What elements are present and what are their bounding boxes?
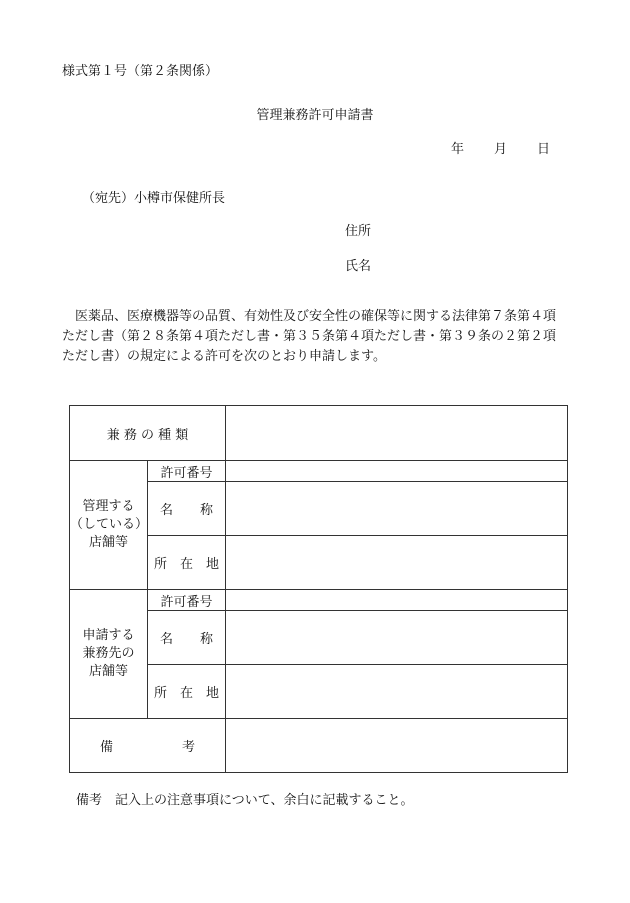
location-char: 地 — [205, 557, 219, 572]
remarks-char: 備 — [100, 740, 114, 755]
remark-note: 備考 記入上の注意事項について、余白に記載すること。 — [76, 793, 414, 808]
location-char: 地 — [205, 686, 219, 701]
type-label: 兼 務 の 種 類 — [70, 406, 226, 461]
location-char: 在 — [179, 557, 193, 572]
location-char: 所 — [154, 686, 168, 701]
applied-store-line: 店舗等 — [88, 664, 128, 679]
applied-location-label — [148, 665, 226, 719]
managed-name-cell[interactable] — [226, 482, 568, 536]
addressee: （宛先）小樽市保健所長 — [82, 191, 226, 206]
managed-store-line: 店舗等 — [88, 535, 128, 550]
applied-name-cell[interactable] — [226, 611, 568, 665]
applied-permit-label: 許可番号 — [148, 590, 226, 611]
location-char: 在 — [179, 686, 193, 701]
managed-store-line: 管理する — [82, 499, 135, 514]
application-body — [62, 307, 572, 367]
type-value-cell[interactable] — [226, 406, 568, 461]
body-line: 医薬品、医療機器等の品質、有効性及び安全性の確保等に関する法律第７条第４項 — [75, 309, 557, 324]
date-year: 年 — [451, 142, 465, 157]
applied-location-cell[interactable] — [226, 665, 568, 719]
applied-store-line: 申請する — [82, 628, 135, 643]
form-number: 様式第１号（第２条関係） — [62, 64, 219, 79]
applied-store-line: 兼務先の — [82, 646, 135, 661]
name-char: 称 — [199, 503, 213, 518]
body-line: ただし書（第２８条第４項ただし書・第３５条第４項ただし書・第３９条の２第２項 — [62, 329, 557, 344]
name-char: 名 — [160, 503, 174, 518]
applied-name-label — [148, 611, 226, 665]
name-char: 称 — [199, 632, 213, 647]
applied-store-label — [70, 590, 148, 719]
managed-location-cell[interactable] — [226, 536, 568, 590]
managed-permit-cell[interactable] — [226, 461, 568, 482]
name-char: 名 — [160, 632, 174, 647]
remarks-cell[interactable] — [226, 719, 568, 773]
name-label: 氏名 — [345, 259, 372, 274]
date-line — [451, 142, 550, 158]
applied-permit-cell[interactable] — [226, 590, 568, 611]
managed-store-label — [70, 461, 148, 590]
managed-location-label — [148, 536, 226, 590]
address-label: 住所 — [345, 224, 372, 239]
managed-store-line: （している） — [70, 517, 149, 532]
body-line: ただし書）の規定による許可を次のとおり申請します。 — [62, 349, 386, 364]
application-table — [69, 405, 568, 773]
location-char: 所 — [154, 557, 168, 572]
document-title: 管理兼務許可申請書 — [256, 108, 374, 123]
remarks-char: 考 — [181, 740, 195, 755]
date-month: 月 — [494, 142, 508, 157]
remarks-label — [70, 719, 226, 773]
managed-permit-label: 許可番号 — [148, 461, 226, 482]
managed-name-label — [148, 482, 226, 536]
date-day: 日 — [537, 142, 551, 157]
